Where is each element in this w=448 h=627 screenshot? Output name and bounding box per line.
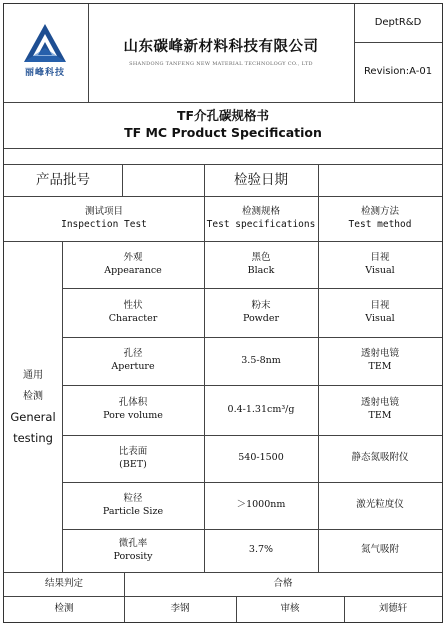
- table-row-method: [318, 337, 442, 385]
- spec-value-cn: 粉末: [251, 299, 271, 311]
- specification-sheet: [3, 3, 443, 623]
- table-row-method: [318, 288, 442, 337]
- grid-line: [62, 435, 442, 436]
- grid-line: [236, 596, 237, 622]
- method-value-cn: 目视: [370, 299, 390, 311]
- mountain-logo-icon: [16, 22, 74, 64]
- reviewer-name: 刘德轩: [378, 602, 408, 614]
- spec-value: 0.4-1.31cm³/g: [227, 403, 295, 415]
- table-row-spec: [204, 385, 318, 435]
- method-value: 静态氮吸附仪: [351, 452, 409, 464]
- table-row-item: [62, 241, 204, 288]
- spec-value-cn: 黑色: [251, 251, 271, 263]
- table-row-method: [318, 241, 442, 288]
- spec-value: 540-1500: [238, 452, 284, 464]
- col-header-spec-cn: 检测规格: [241, 205, 280, 217]
- spec-value: 3.7%: [248, 544, 274, 556]
- revision-label: Revision:A-01: [363, 66, 433, 78]
- grid-line: [354, 4, 355, 102]
- grid-line: [88, 4, 89, 102]
- grid-line: [4, 164, 442, 165]
- grid-line: [318, 164, 319, 572]
- method-value-cn: 目视: [370, 251, 390, 263]
- table-row-spec: [204, 435, 318, 482]
- title-cn: TF介孔碳规格书: [176, 108, 270, 124]
- title-en: TF MC Product Specification: [124, 125, 322, 140]
- group-label-cn-1: 通用: [23, 369, 43, 381]
- table-row-method: [318, 385, 442, 435]
- inspector-name: 李钢: [170, 602, 190, 614]
- table-row-item: [62, 482, 204, 529]
- grid-line: [354, 42, 442, 43]
- table-row-method: [318, 529, 442, 572]
- col-header-item: [4, 196, 204, 241]
- item-name-en: Aperture: [111, 361, 155, 372]
- col-header-method-cn: 检测方法: [360, 205, 399, 217]
- item-name-cn: 粒径: [123, 492, 143, 504]
- item-name-en: Pore volume: [103, 410, 163, 421]
- item-name-en: Character: [108, 312, 158, 324]
- batch-number-label: 产品批号: [36, 171, 90, 188]
- item-name-cn: 外观: [123, 251, 143, 263]
- item-name-cn: 微孔率: [118, 537, 148, 549]
- grid-line: [62, 337, 442, 338]
- table-row-spec: [204, 529, 318, 572]
- grid-line: [4, 196, 442, 197]
- grid-line: [4, 148, 442, 149]
- grid-line: [62, 529, 442, 530]
- spec-value-en: Powder: [242, 312, 280, 324]
- grid-line: [4, 572, 442, 573]
- table-row-spec: [204, 337, 318, 385]
- item-name-en: (BET): [119, 458, 147, 470]
- table-row-item: [62, 529, 204, 572]
- company-logo: [16, 22, 74, 76]
- spec-value-en: Black: [247, 264, 275, 276]
- table-row-item: [62, 385, 204, 435]
- grid-line: [122, 164, 123, 196]
- group-label-cn-2: 检测: [23, 390, 43, 402]
- table-row-item: [62, 288, 204, 337]
- method-value-cn: 透射电镜: [360, 397, 399, 409]
- method-value: 氮气吸附: [360, 544, 399, 556]
- result-label: 结果判定: [44, 577, 83, 589]
- col-header-method: [318, 196, 442, 241]
- spec-value: 3.5-8nm: [241, 354, 281, 366]
- method-value-en: TEM: [368, 361, 392, 372]
- item-name-cn: 孔径: [123, 348, 143, 360]
- col-header-item-cn: 测试项目: [84, 205, 123, 217]
- col-header-spec: [204, 196, 318, 241]
- item-name-cn: 孔体积: [118, 397, 148, 409]
- col-header-method-en: Test method: [348, 218, 412, 230]
- grid-line: [124, 572, 125, 622]
- item-name-cn: 性状: [123, 299, 143, 311]
- company-name-cn: 山东碳峰新材料科技有限公司: [123, 39, 319, 56]
- document-title: [4, 102, 442, 148]
- item-name-cn: 比表面: [118, 445, 148, 457]
- grid-line: [4, 102, 442, 103]
- method-value-en: TEM: [368, 410, 392, 421]
- grid-line: [62, 482, 442, 483]
- group-label-en-1: General: [10, 409, 56, 424]
- item-name-en: Particle Size: [102, 505, 164, 517]
- col-header-spec-en: Test specifications: [206, 218, 316, 230]
- inspection-date-label: 检验日期: [234, 171, 288, 188]
- item-name-en: Appearance: [104, 264, 162, 276]
- table-row-method: [318, 482, 442, 529]
- grid-line: [204, 164, 205, 572]
- group-label: [4, 241, 62, 572]
- method-value: 激光粒度仪: [356, 499, 404, 511]
- grid-line: [62, 288, 442, 289]
- company-name-en: SHANDONG TANFENG NEW MATERIAL TECHNOLOGY CO., LTD: [129, 60, 313, 67]
- spec-value: ＞1000nm: [236, 499, 286, 511]
- method-value-en: Visual: [365, 312, 395, 324]
- table-row-item: [62, 435, 204, 482]
- logo-text: 丽峰科技: [24, 68, 65, 78]
- group-label-en-2: testing: [13, 430, 53, 445]
- grid-line: [62, 385, 442, 386]
- grid-line: [62, 241, 63, 572]
- col-header-item-en: Inspection Test: [61, 218, 147, 230]
- table-row-spec: [204, 482, 318, 529]
- grid-line: [4, 241, 442, 242]
- review-label: 审核: [280, 602, 300, 614]
- item-name-en: Porosity: [113, 550, 153, 562]
- table-row-spec: [204, 241, 318, 288]
- table-row-item: [62, 337, 204, 385]
- table-row-method: [318, 435, 442, 482]
- method-value-en: Visual: [365, 264, 395, 276]
- table-row-spec: [204, 288, 318, 337]
- dept-label: DeptR&D: [374, 17, 422, 29]
- grid-line: [344, 596, 345, 622]
- inspect-label: 检测: [54, 602, 74, 614]
- company-block: [88, 4, 354, 102]
- result-value: 合格: [273, 577, 293, 589]
- grid-line: [4, 596, 442, 597]
- method-value-cn: 透射电镜: [360, 348, 399, 360]
